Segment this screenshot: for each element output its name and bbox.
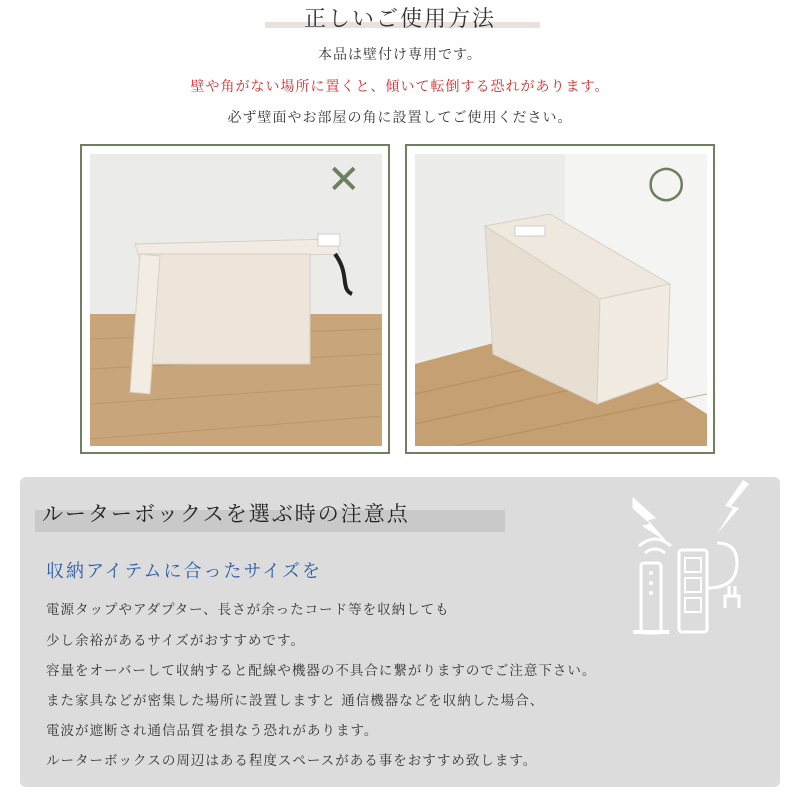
tip-over-warning: 壁や角がない場所に置くと、傾いて転倒する恐れがあります。 bbox=[190, 79, 610, 95]
incorrect-mark-icon: ✕ bbox=[327, 157, 361, 203]
correct-mark-icon: ○ bbox=[647, 156, 686, 207]
notice-line: 電波が遮断され通信品質を損なう恐れがあります。 bbox=[46, 723, 379, 739]
notice-line: 電源タップやアダプター、長さが余ったコード等を収納しても bbox=[46, 602, 450, 618]
notice-line: ルーターボックスの周辺はある程度スペースがある事をおすすめ致します。 bbox=[46, 753, 538, 769]
correct-usage-photo bbox=[405, 144, 715, 454]
notice-line: 少し余裕があるサイズがおすすめです。 bbox=[46, 633, 305, 649]
router-power-strip-icon bbox=[625, 478, 765, 638]
incorrect-usage-photo bbox=[80, 144, 390, 454]
page-title: 正しいご使用方法 bbox=[303, 7, 496, 32]
notice-line: また家具などが密集した場所に設置しますと 通信機器などを収納した場合、 bbox=[46, 693, 545, 709]
notice-subheading: 収納アイテムに合ったサイズを bbox=[46, 561, 323, 582]
notice-line: 容量をオーバーして収納すると配線や機器の不具合に繋がりますのでご注意下さい。 bbox=[46, 663, 597, 679]
notice-heading: ルーターボックスを選ぶ時の注意点 bbox=[42, 502, 410, 526]
install-instruction: 必ず壁面やお部屋の角に設置してご使用ください。 bbox=[227, 110, 573, 126]
wall-mount-note: 本品は壁付け専用です。 bbox=[318, 47, 482, 63]
